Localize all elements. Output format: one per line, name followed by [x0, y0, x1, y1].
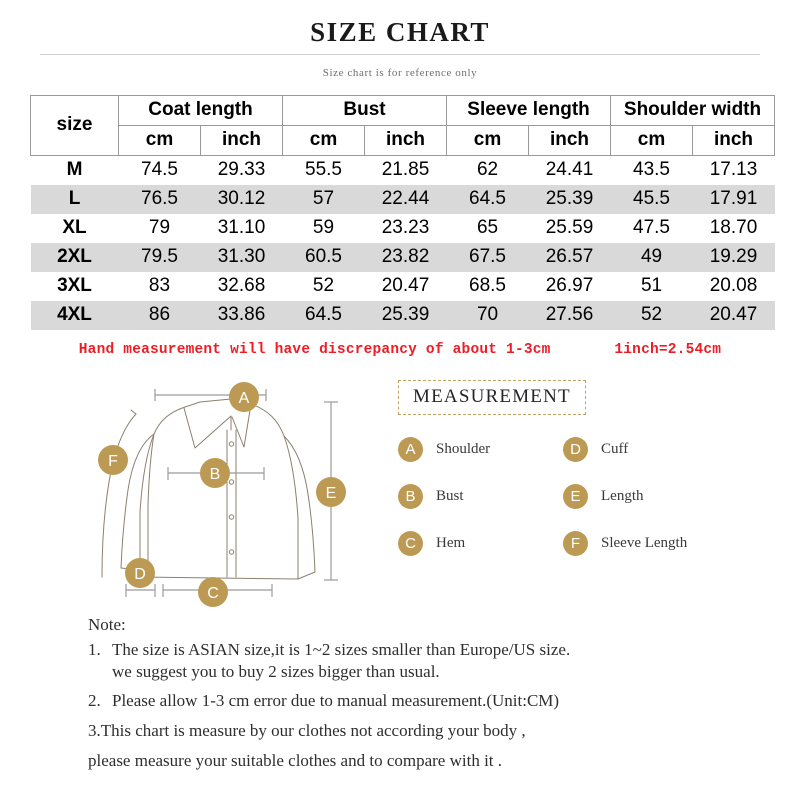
table-row: [31, 301, 775, 330]
cell-shoulder-cm: 45.5: [611, 185, 693, 214]
cell-coat-inch: 31.30: [201, 243, 283, 272]
legend-label-cuff: Cuff: [601, 440, 629, 457]
badge-e-icon: E: [563, 484, 588, 509]
column-header-coat-length: Coat length: [119, 95, 283, 125]
legend-title: MEASUREMENT: [413, 385, 571, 407]
cell-shoulder-cm: 51: [640, 274, 663, 296]
legend-item-hem: [398, 531, 563, 556]
cell-shoulder-cm: 52: [611, 301, 693, 330]
cell-size: XL: [62, 216, 87, 238]
cell-sleeve-inch: 26.57: [529, 243, 611, 272]
cell-coat-cm: 79: [148, 216, 171, 238]
legend-items: [398, 437, 738, 556]
unit-header-sleeve-inch: inch: [529, 125, 611, 155]
table-row: [31, 185, 775, 214]
disclaimer-conversion-text: 1inch=2.54cm: [614, 341, 722, 358]
table-unit-header-row: [31, 125, 775, 155]
notes-heading: Note:: [88, 614, 126, 634]
column-header-bust: Bust: [283, 95, 447, 125]
cell-bust-cm: 60.5: [283, 243, 365, 272]
legend-label-sleeve-length: Sleeve Length: [601, 534, 688, 551]
unit-header-sleeve-cm: cm: [447, 125, 529, 155]
cell-sleeve-cm: 62: [476, 158, 499, 180]
notes-section: [88, 615, 768, 775]
column-header-shoulder-width: Shoulder width: [611, 95, 775, 125]
marker-b: [200, 458, 230, 488]
size-table-body: [31, 155, 775, 330]
cell-coat-inch: 30.12: [201, 185, 283, 214]
unit-header-coat-cm: cm: [119, 125, 201, 155]
cell-shoulder-cm: 47.5: [633, 216, 670, 238]
legend-label-hem: Hem: [436, 534, 466, 551]
shirt-illustration: [88, 372, 378, 607]
cell-size: 3XL: [57, 274, 92, 296]
cell-bust-inch: 23.23: [381, 216, 430, 238]
cell-coat-cm: 79.5: [119, 243, 201, 272]
cell-bust-inch: 20.47: [381, 274, 430, 296]
cell-sleeve-cm: 65: [476, 216, 499, 238]
legend-item-length: [563, 484, 738, 509]
cell-shoulder-inch: 20.47: [693, 301, 775, 330]
legend-label-shoulder: Shoulder: [436, 440, 491, 457]
marker-f: [98, 445, 128, 475]
cell-shoulder-inch: 19.29: [693, 243, 775, 272]
cell-shoulder-inch: 17.91: [693, 185, 775, 214]
cell-bust-cm: 57: [283, 185, 365, 214]
badge-d-icon: D: [563, 437, 588, 462]
cell-shoulder-cm: 43.5: [633, 158, 670, 180]
legend-item-sleeve-length: [563, 531, 738, 556]
svg-text:D: D: [134, 565, 146, 583]
cell-bust-inch: 21.85: [381, 158, 430, 180]
badge-b-icon: B: [398, 484, 423, 509]
size-table: [30, 95, 775, 330]
unit-header-shoulder-cm: cm: [611, 125, 693, 155]
legend-label-bust: Bust: [436, 487, 464, 504]
unit-header-coat-inch: inch: [201, 125, 283, 155]
cell-coat-cm: 76.5: [119, 185, 201, 214]
cell-bust-inch: 23.82: [365, 243, 447, 272]
svg-text:C: C: [207, 584, 219, 602]
svg-text:A: A: [238, 389, 250, 407]
note-item-2: [88, 690, 768, 712]
cell-coat-inch: 33.86: [201, 301, 283, 330]
cell-size: M: [66, 158, 83, 180]
measurement-legend: [398, 380, 738, 556]
cell-sleeve-inch: 27.56: [529, 301, 611, 330]
note-2-text: Please allow 1-3 cm error due to manual measurement.(Unit:CM): [112, 690, 560, 710]
table-row: [31, 155, 775, 185]
cell-shoulder-inch: 20.08: [709, 274, 758, 296]
badge-a-icon: A: [398, 437, 423, 462]
cell-coat-cm: 83: [148, 274, 171, 296]
cell-bust-inch: 25.39: [365, 301, 447, 330]
marker-c: [198, 577, 228, 607]
cell-coat-cm: 86: [119, 301, 201, 330]
cell-bust-cm: 59: [312, 216, 335, 238]
legend-item-shoulder: [398, 437, 563, 462]
legend-item-cuff: [563, 437, 738, 462]
table-row: [31, 243, 775, 272]
cell-size: 2XL: [31, 243, 119, 272]
svg-text:F: F: [108, 452, 118, 470]
unit-header-shoulder-inch: inch: [693, 125, 775, 155]
cell-sleeve-cm: 67.5: [447, 243, 529, 272]
column-header-size: size: [31, 95, 119, 155]
cell-sleeve-cm: 70: [447, 301, 529, 330]
cell-coat-inch: 29.33: [217, 158, 266, 180]
note-item-4: please measure your suitable clothes and to compare with it .: [88, 751, 503, 771]
badge-f-icon: F: [563, 531, 588, 556]
measurement-disclaimer: [0, 342, 800, 358]
column-header-sleeve-length: Sleeve length: [447, 95, 611, 125]
page-title: SIZE CHART: [310, 17, 490, 47]
page-subtitle: Size chart is for reference only: [322, 66, 478, 79]
cell-size: 4XL: [31, 301, 119, 330]
note-1-number: 1.: [88, 639, 101, 659]
disclaimer-left-text: Hand measurement will have discrepancy of about 1-3cm: [78, 341, 551, 358]
note-2-number: 2.: [88, 690, 101, 710]
title-divider: [40, 54, 760, 55]
note-item-3: 3.This chart is measure by our clothes not according your body ,: [88, 721, 526, 740]
cell-sleeve-cm: 68.5: [469, 274, 506, 296]
cell-bust-cm: 64.5: [283, 301, 365, 330]
cell-shoulder-inch: 18.70: [709, 216, 758, 238]
page-header: [0, 0, 800, 79]
cell-coat-inch: 31.10: [217, 216, 266, 238]
cell-bust-cm: 55.5: [305, 158, 342, 180]
cell-sleeve-inch: 24.41: [545, 158, 594, 180]
cell-bust-cm: 52: [312, 274, 335, 296]
cell-sleeve-inch: 26.97: [545, 274, 594, 296]
legend-label-length: Length: [601, 487, 644, 504]
note-1-line-1: The size is ASIAN size,it is 1~2 sizes smaller than Europe/US size.: [112, 639, 571, 659]
diagram-area: [0, 372, 800, 607]
marker-a: [229, 382, 259, 412]
diagram-markers: [98, 382, 259, 607]
legend-title-box: [398, 380, 586, 415]
cell-sleeve-cm: 64.5: [447, 185, 529, 214]
table-group-header-row: [31, 95, 775, 125]
cell-coat-cm: 74.5: [141, 158, 178, 180]
svg-text:E: E: [325, 484, 337, 502]
cell-sleeve-inch: 25.59: [545, 216, 594, 238]
legend-item-bust: [398, 484, 563, 509]
cell-shoulder-inch: 17.13: [709, 158, 758, 180]
svg-text:B: B: [209, 465, 221, 483]
cell-bust-inch: 22.44: [365, 185, 447, 214]
unit-header-bust-cm: cm: [283, 125, 365, 155]
cell-size: L: [31, 185, 119, 214]
cell-sleeve-inch: 25.39: [529, 185, 611, 214]
unit-header-bust-inch: inch: [365, 125, 447, 155]
table-row: [31, 214, 775, 243]
size-table-container: [30, 95, 770, 330]
table-row: [31, 272, 775, 301]
note-item-1: [88, 639, 768, 684]
cell-coat-inch: 32.68: [217, 274, 266, 296]
badge-c-icon: C: [398, 531, 423, 556]
note-1-line-2: we suggest you to buy 2 sizes bigger than usual.: [112, 662, 440, 682]
length-measure-e: [316, 402, 346, 580]
marker-d: [125, 558, 155, 588]
cell-shoulder-cm: 49: [611, 243, 693, 272]
